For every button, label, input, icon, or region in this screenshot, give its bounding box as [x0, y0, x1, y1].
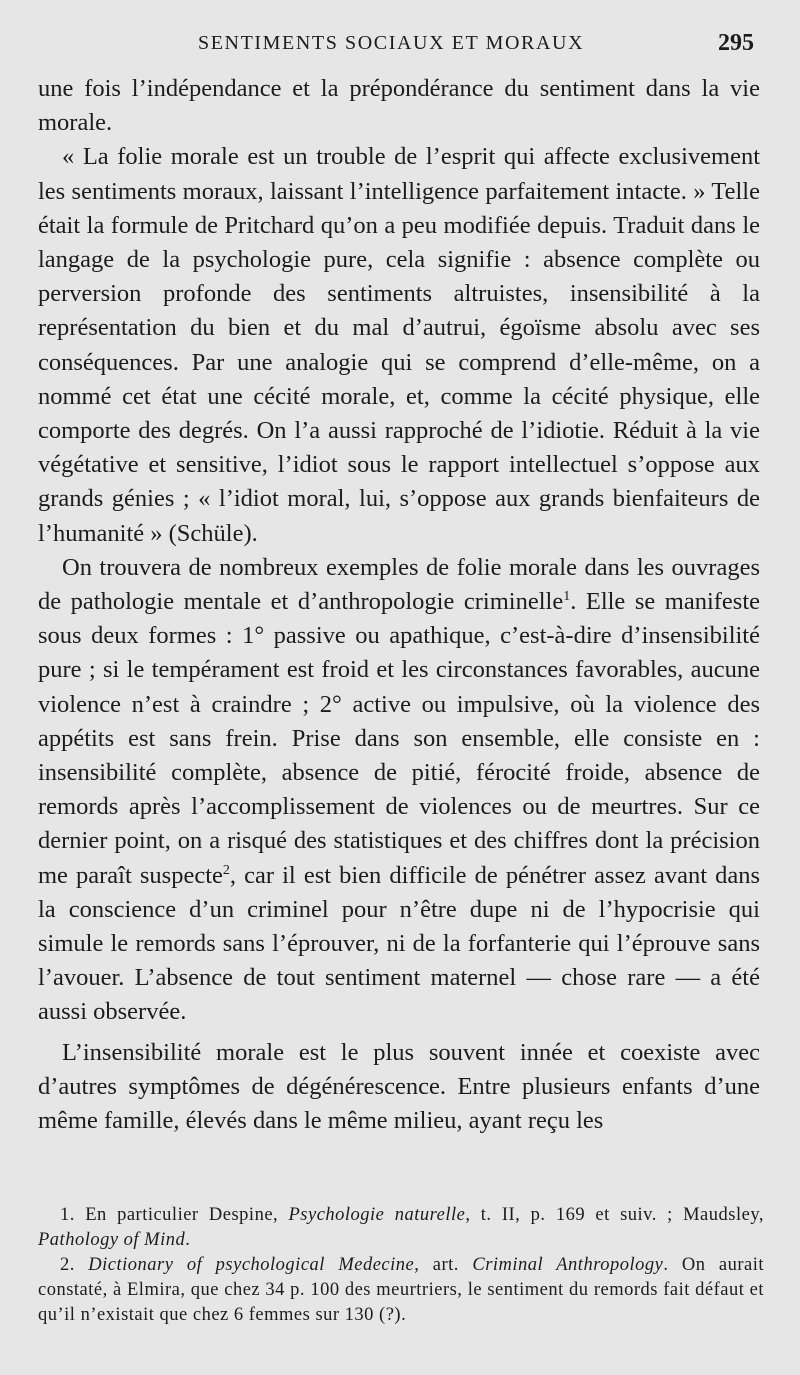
footnote-1-text-c: .	[185, 1230, 191, 1250]
paragraph-3-part-c: , car il est bien difficile de pénétrer assez avant dans la conscience d’un criminel pour n’être dupe ni de l’hypocrisie qui simule le remords sans l’éprouver, ni de la forfanterie qui l’éprouve sans l’avouer. L’absence de tout sentiment maternel — chose rare — a été aussi observée.	[38, 861, 760, 1026]
footnote-1-title-2: Pathology of Mind	[38, 1230, 186, 1250]
footnote-2-text-a: 2.	[60, 1255, 89, 1275]
running-title: SENTIMENTS SOCIAUX ET MORAUX	[198, 32, 585, 54]
footnote-ref-2: 2	[222, 862, 230, 878]
paragraph-2: « La folie morale est un trouble de l’esprit qui affecte exclusivement les sentiments moraux, laissant l’intelligence parfaitement intacte. » Telle était la formule de Pritchard qu’on a peu modifiée depuis. Traduit dans le langage de la psychologie pure, cela signifie : absence complète ou perversion profonde des sentiments altruistes, insensibilité à la représentation du bien et du mal d’autrui, égoïsme absolu avec ses conséquences. Par une analogie qui se comprend d’elle-même, on a nommé cet état une cécité morale, et, comme la cécité physique, elle comporte des degrés. On l’a aussi rapproché de l’idiotie. Réduit à la vie végétative et sensitive, l’idiot sous le rapport intellectuel s’oppose aux grands génies ; « l’idiot moral, lui, s’oppose aux grands bienfaiteurs de l’humanité » (Schüle).	[38, 143, 760, 547]
footnote-1-text-b: , t. II, p. 169 et suiv. ; Maudsley,	[465, 1205, 764, 1225]
footnote-2-title-2: Criminal Anthropology	[472, 1255, 664, 1275]
footnote-2-text-b: , art.	[414, 1255, 473, 1275]
footnote-2-title-1: Dictionary of psychological Medecine	[88, 1255, 415, 1275]
paragraph-3-part-a: On trouvera de nombreux exemples de folie morale dans les ouvrages de pathologie mentale et d’anthropologie criminelle	[38, 553, 760, 616]
footnote-2-text-c: . On aurait constaté, à Elmira, que chez 34 p. 100 des meurtriers, le sentiment du remords fait défaut et qu’il n’existait que chez 6 femmes sur 130 (?).	[38, 1255, 765, 1325]
page-number: 295	[718, 30, 754, 56]
footnote-2	[38, 1253, 764, 1328]
paragraph-1: une fois l’indépendance et la prépondérance du sentiment dans la vie morale.	[38, 75, 760, 137]
paragraph-4: L’insensibilité morale est le plus souvent innée et coexiste avec d’autres symptômes de dégénérescence. Entre plusieurs enfants d’une même famille, élevés dans le même milieu, ayant reçu les	[38, 1038, 760, 1135]
footnote-ref-1: 1	[563, 588, 571, 604]
paragraph-3	[38, 551, 760, 1030]
footnote-1-text-a: 1. En particulier Despine,	[60, 1205, 289, 1225]
footnotes	[38, 1203, 764, 1328]
paragraph-3-part-b: . Elle se manifeste sous deux formes : 1° passive ou apathique, c’est-à-dire d’insensibilité pure ; si le tempérament est froid et les circonstances favorables, aucune violence n’est à craindre ; 2° active ou impulsive, où la violence des appétits est sans frein. Prise dans son ensemble, elle consiste en : insensibilité complète, absence de pitié, férocité froide, absence de remords après l’accomplissement de violences ou de meurtres. Sur ce dernier point, on a risqué des statistiques et des chiffres dont la précision me paraît suspecte	[38, 588, 760, 889]
body-text	[38, 72, 760, 1138]
page-header	[38, 32, 760, 66]
footnote-1	[38, 1203, 764, 1253]
footnote-1-title-1: Psychologie naturelle	[288, 1205, 466, 1225]
